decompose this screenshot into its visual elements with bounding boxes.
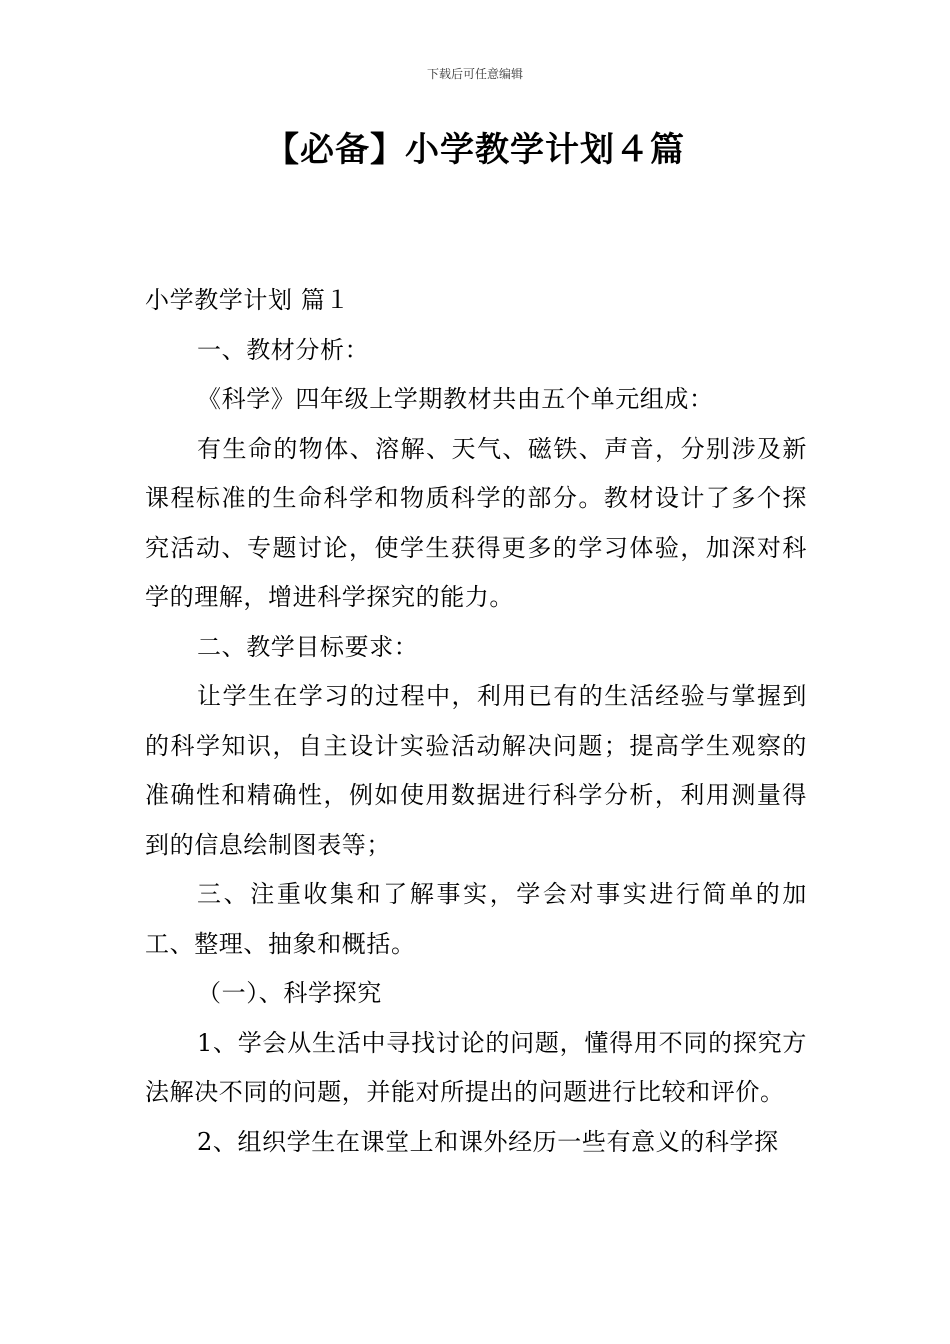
document-title: 【必备】小学教学计划４篇: [265, 130, 685, 170]
section-title: 小学教学计划 篇１: [145, 286, 351, 314]
paragraph: 2、组织学生在课堂上和课外经历一些有意义的科学探: [197, 1127, 779, 1156]
document-body: [145, 276, 807, 1167]
header-note: 下载后可任意编辑: [426, 67, 523, 81]
paragraph: 《科学》四年级上学期教材共由五个单元组成：: [197, 385, 714, 413]
paragraph: 有生命的物体、溶解、天气、磁铁、声音，分别涉及新课程标准的生命科学和物质科学的部分。教材设计了多个探究活动、专题讨论，使学生获得更多的学习体验，加深对科学的理解，增进科学探究的能力。: [145, 434, 807, 611]
paragraph: 二、教学目标要求：: [197, 632, 419, 661]
paragraph: 1、学会从生活中寻找讨论的问题，懂得用不同的探究方法解决不同的问题，并能对所提出的问题进行比较和评价。: [145, 1028, 807, 1106]
paragraph: 让学生在学习的过程中，利用已有的生活经验与掌握到的科学知识，自主设计实验活动解决问题；提高学生观察的准确性和精确性，例如使用数据进行科学分析，利用测量得到的信息绘制图表等；: [145, 682, 807, 859]
paragraph: 三、注重收集和了解事实，学会对事实进行简单的加工、整理、抽象和概括。: [145, 880, 807, 958]
subsection-heading: （一）、科学探究: [197, 979, 382, 1007]
paragraph: 一、教材分析：: [197, 335, 370, 364]
